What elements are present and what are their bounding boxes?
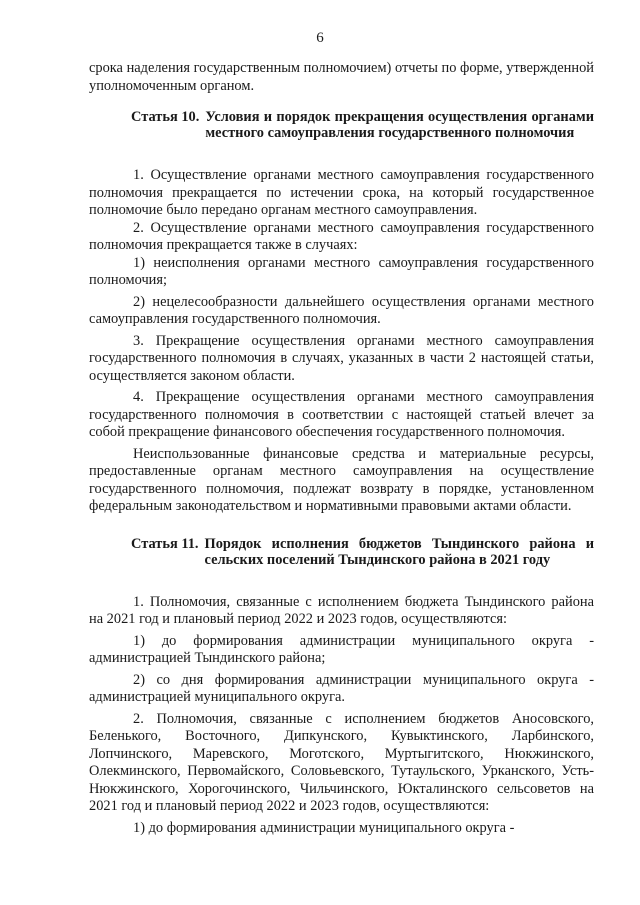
article-10-item-1: 1) неисполнения органами местного самоуправления государственного полномочия; bbox=[89, 254, 594, 288]
article-10-label: Статья 10. bbox=[131, 109, 200, 125]
article-11-paragraph-2: 2. Полномочия, связанные с исполнением бюджетов Аносовского, Беленького, Восточного, Дипкунского, Кувыктинского, Ларбинского, Лопчинского, Маревского, Моготского, Муртыгитского, Нюкжинского, Олекминского, Первомайского, Соловьевского, Тутаульского, Урканского, Усть-Нюкжинского, Хорогочинского, Чильчинского, Юкталинского сельсоветов на 2021 год и плановый период 2022 и 2023 годов, осуществляются: bbox=[89, 710, 594, 814]
article-10-paragraph-4: 4. Прекращение осуществления органами местного самоуправления государственного полномочия в соответствии с настоящей статьей влечет за собой прекращение финансового обеспечения государственного полномочия. bbox=[89, 389, 594, 440]
article-10-paragraph-5: Неиспользованные финансовые средства и материальные ресурсы, предоставленные органам местного самоуправления на осуществление государственного полномочия, подлежат возврату в порядке, установленном федеральным законодательством и нормативными правовыми актами области. bbox=[89, 445, 594, 514]
intro-paragraph: срока наделения государственным полномочием) отчеты по форме, утвержденной уполномоченным органом. bbox=[89, 60, 594, 94]
article-10-heading bbox=[131, 109, 594, 141]
article-11-label: Статья 11. bbox=[131, 535, 199, 552]
article-10-item-2: 2) нецелесообразности дальнейшего осуществления органами местного самоуправления государственного полномочия. bbox=[89, 293, 594, 327]
article-10-paragraph-3: 3. Прекращение осуществления органами местного самоуправления государственного полномочия в случаях, указанных в части 2 настоящей статьи, осуществляется законом области. bbox=[89, 332, 594, 384]
article-11-item-2: 2) со дня формирования администрации муниципального округа - администрацией муниципального округа. bbox=[89, 671, 594, 705]
article-11-heading bbox=[131, 536, 594, 568]
article-11-item-3: 1) до формирования администрации муниципального округа - bbox=[133, 819, 515, 836]
page-number: 6 bbox=[316, 30, 324, 46]
document-body bbox=[89, 60, 594, 837]
article-10-paragraph-2: 2. Осуществление органами местного самоуправления государственного полномочия прекращается также в случаях: bbox=[89, 219, 594, 253]
article-11-item-1: 1) до формирования администрации муниципального округа - администрацией Тындинского района; bbox=[89, 632, 594, 666]
article-10-title: Условия и порядок прекращения осуществления органами местного самоуправления государственного полномочия bbox=[205, 109, 594, 141]
article-11-title: Порядок исполнения бюджетов Тындинского района и сельских поселений Тындинского района в 2021 году bbox=[204, 535, 594, 568]
article-11-paragraph-1: 1. Полномочия, связанные с исполнением бюджета Тындинского района на 2021 год и плановый период 2022 и 2023 годов, осуществляются: bbox=[89, 593, 594, 627]
article-10-paragraph-1: 1. Осуществление органами местного самоуправления государственного полномочия прекращается по истечении срока, на который государственное полномочие было передано органам местного самоуправления. bbox=[89, 167, 594, 218]
